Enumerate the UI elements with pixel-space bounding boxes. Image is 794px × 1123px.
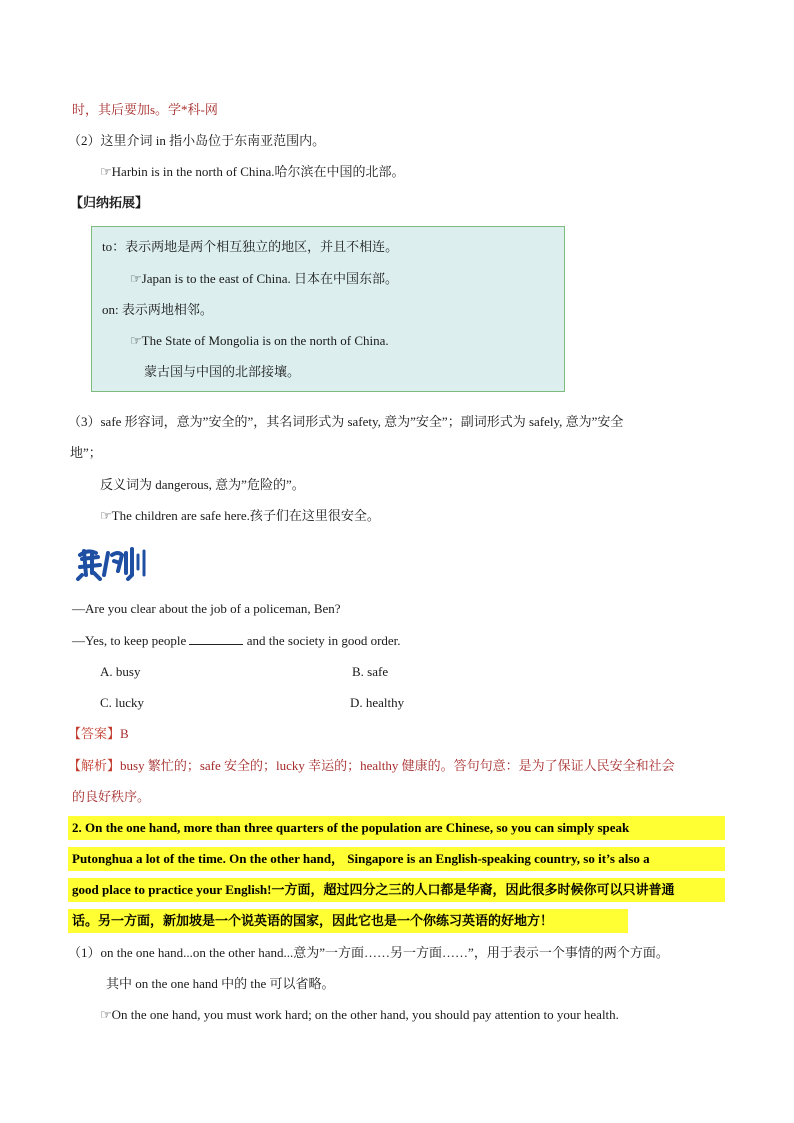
line-note-3: （3）safe 形容词，意为”安全的”，其名词形式为 safety, 意为”安全”；副词形式为 safely, 意为”安全 xyxy=(68,414,624,429)
explanation-text-cont: 的良好秩序。 xyxy=(72,789,151,804)
highlight-line-2: Putonghua a lot of the time. On the other hand， Singapore is an English-speaking country, so it’s also a xyxy=(72,851,650,866)
option-d: D. healthy xyxy=(350,695,405,710)
question-part-a: —Yes, to keep people xyxy=(72,633,190,648)
example-children: ☞The children are safe here.孩子们在这里很安全。 xyxy=(100,508,380,523)
explanation-label: 【解析】 xyxy=(68,758,121,773)
box-example-mongolia-cn: 蒙古国与中国的北部接壤。 xyxy=(144,364,301,379)
box-line-on: on: 表示两地相邻。 xyxy=(102,302,213,317)
question-line-2 xyxy=(72,631,401,651)
line-note-3-cont: 地”； xyxy=(70,445,102,460)
example-work-hard: ☞On the one hand, you must work hard; on the other hand, you should pay attention to your health. xyxy=(100,1007,619,1022)
line-suffix-note: 时，其后要加s。学*科-网 xyxy=(72,102,218,117)
question-part-b: and the society in good order. xyxy=(243,633,401,648)
answer-label: 【答案】 xyxy=(68,726,121,741)
box-line-to: to：表示两地是两个相互独立的地区，并且不相连。 xyxy=(102,239,399,254)
answer-value: B xyxy=(120,726,129,741)
highlight-line-4: 话。另一方面，新加坡是一个说英语的国家，因此它也是一个你练习英语的好地方！ xyxy=(72,913,554,928)
dianli-logo-icon xyxy=(74,545,152,581)
summary-box xyxy=(91,226,565,392)
explanation-text: busy 繁忙的；safe 安全的；lucky 幸运的；healthy 健康的。答句句意：是为了保证人民安全和社会 xyxy=(120,758,675,773)
line-antonym: 反义词为 dangerous, 意为”危险的”。 xyxy=(100,477,305,492)
note-hand-1: （1）on the one hand...on the other hand...意为”一方面……另一方面……”，用于表示一个事情的两个方面。 xyxy=(68,945,669,960)
answer-line xyxy=(68,724,129,744)
box-example-japan: ☞Japan is to the east of China. 日本在中国东部。 xyxy=(130,271,399,286)
highlight-line-1: 2. On the one hand, more than three quarters of the population are Chinese, so you can simply speak xyxy=(72,820,630,835)
answer-blank xyxy=(189,632,243,645)
note-hand-2: 其中 on the one hand 中的 the 可以省略。 xyxy=(106,976,335,991)
example-harbin: ☞Harbin is in the north of China.哈尔滨在中国的北部。 xyxy=(100,164,405,179)
question-line-1: —Are you clear about the job of a policeman, Ben? xyxy=(72,601,341,616)
option-b: B. safe xyxy=(352,664,389,679)
option-a: A. busy xyxy=(100,664,141,679)
explanation-line xyxy=(68,756,675,776)
box-example-mongolia: ☞The State of Mongolia is on the north of China. xyxy=(130,333,389,348)
section-title-summary: 【归纳拓展】 xyxy=(70,196,149,211)
line-note-2: （2）这里介词 in 指小岛位于东南亚范围内。 xyxy=(68,133,326,148)
option-c: C. lucky xyxy=(100,695,145,710)
highlight-line-3: good place to practice your English!一方面，超过四分之三的人口都是华裔，因此很多时候你可以只讲普通 xyxy=(72,882,675,897)
